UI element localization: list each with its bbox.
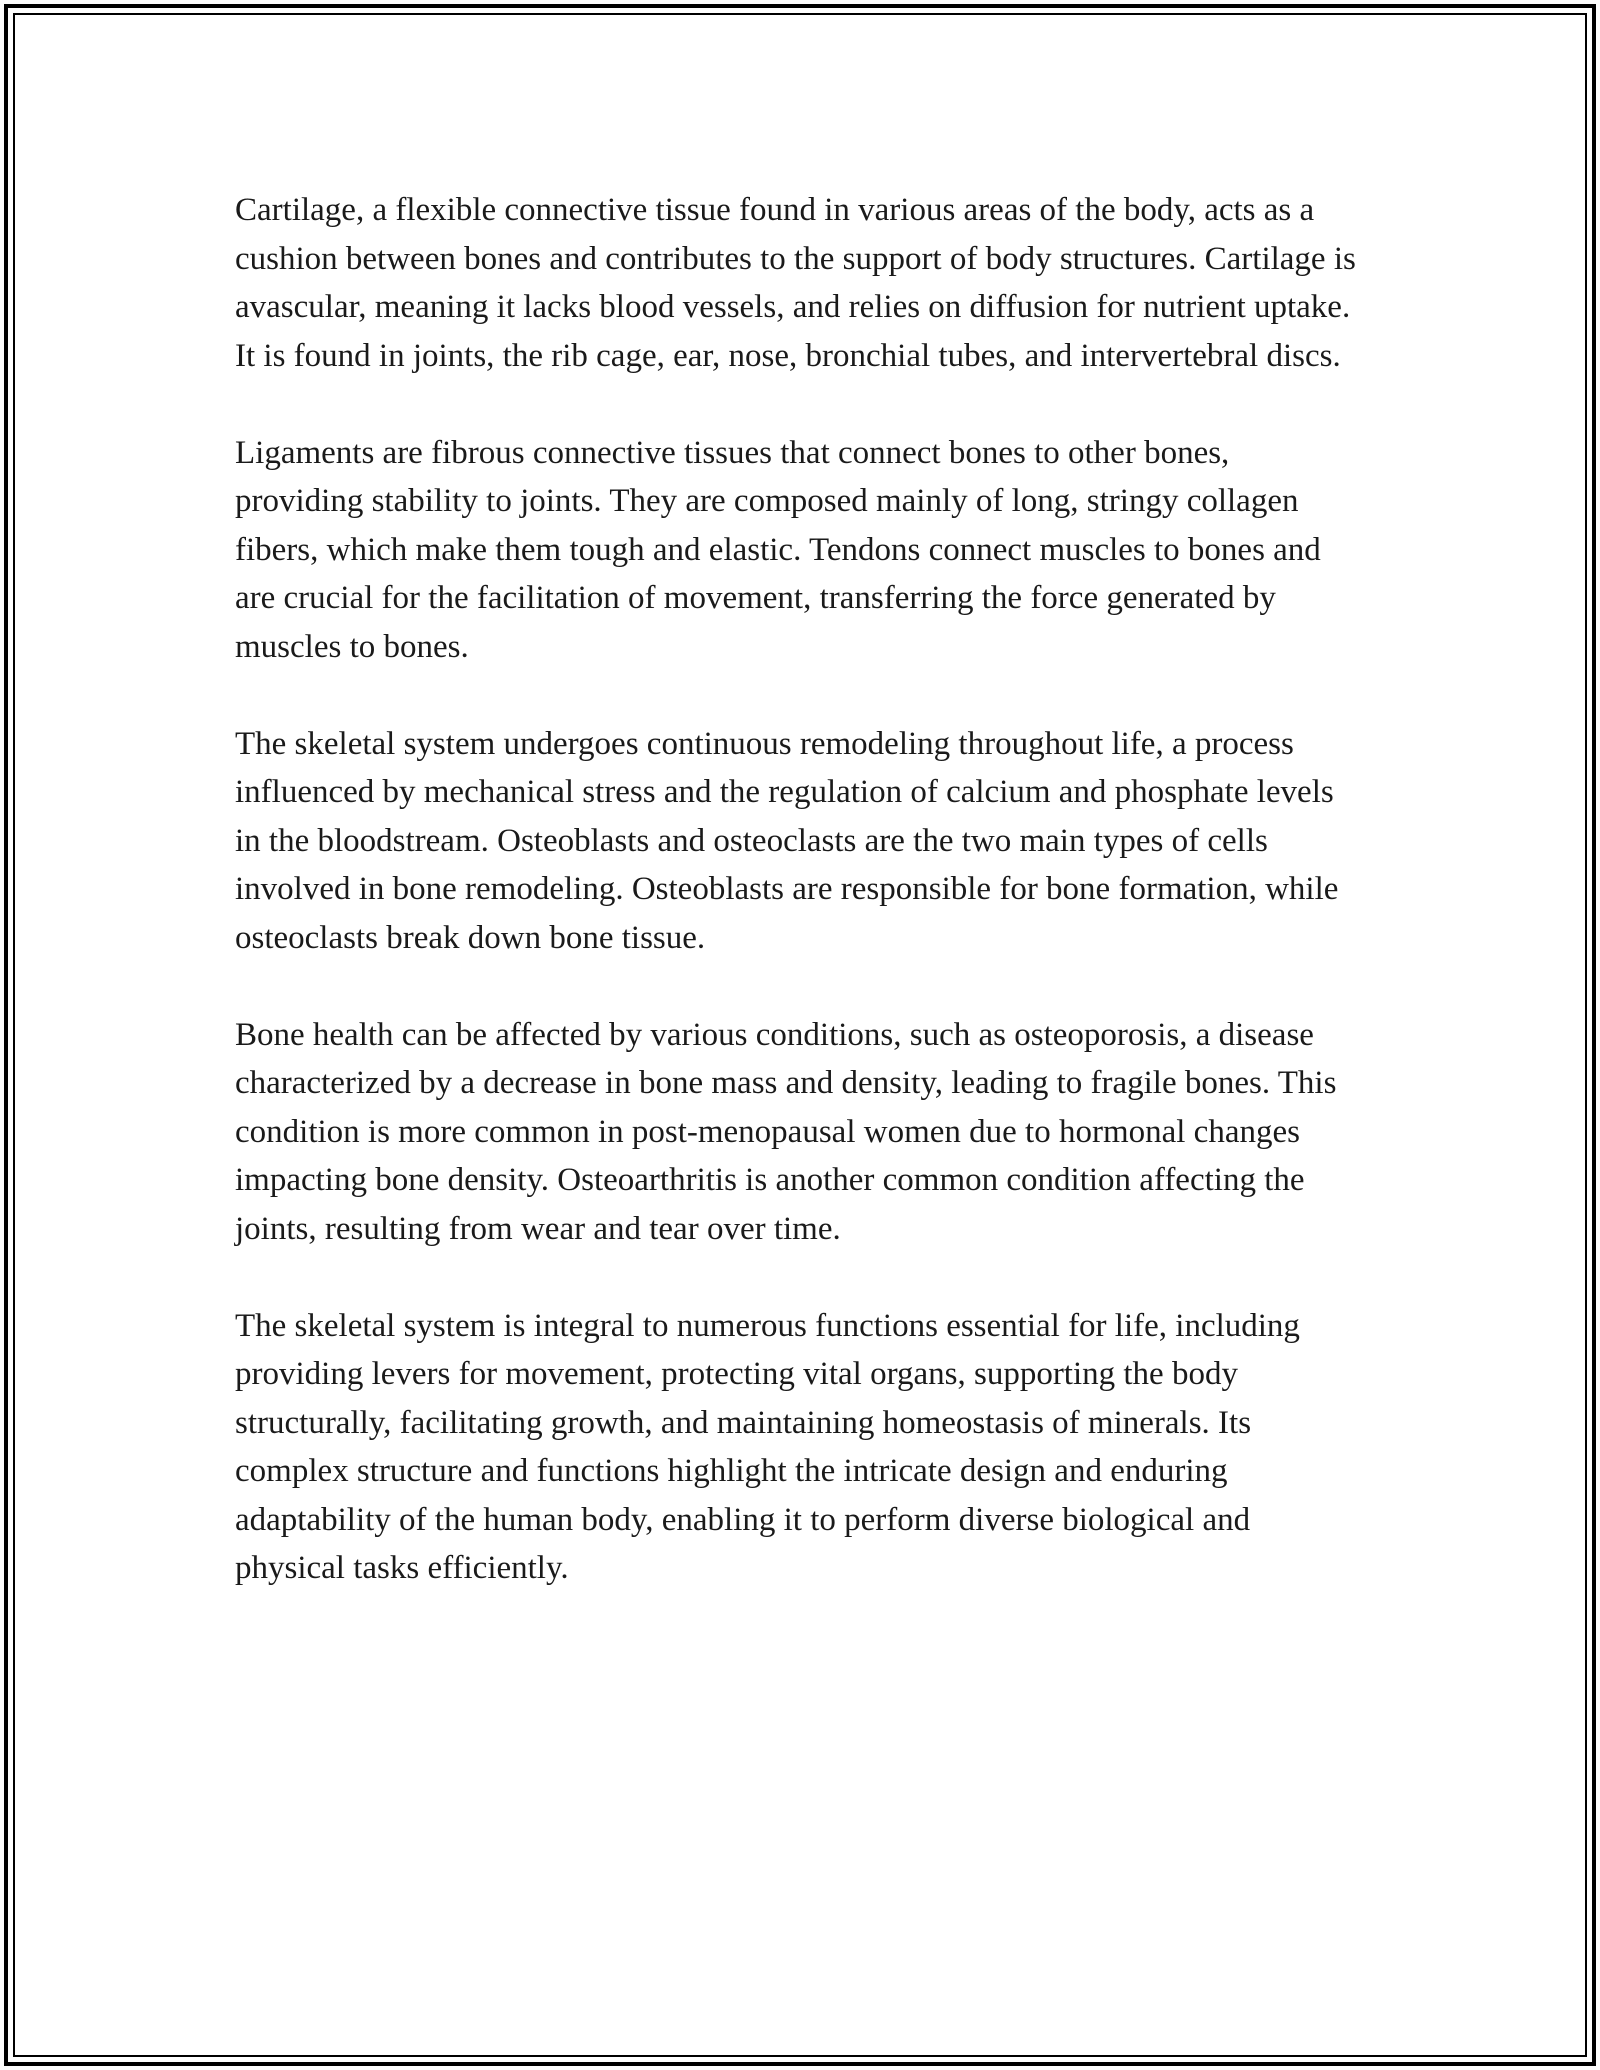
paragraph-bone-health: Bone health can be affected by various conditions, such as osteoporosis, a disease characterized by a decrease in bone mass and density, leading to fragile bones. This condition is more common in post-menopausal women due to hormonal changes impacting bone density. Osteoarthritis is another common condition affecting the joints, resulting from wear and tear over time.	[235, 1016, 1337, 1247]
paragraph-ligaments: Ligaments are fibrous connective tissues that connect bones to other bones, providing stability to joints. They are composed mainly of long, stringy collagen fibers, which make them tough and elastic. Tendons connect muscles to bones and are crucial for the facilitation of movement, transferring the force generated by muscles to bones.	[235, 434, 1321, 665]
paragraph-cartilage: Cartilage, a flexible connective tissue found in various areas of the body, acts as a cushion between bones and contributes to the support of body structures. Cartilage is avascular, meaning it lacks blood vessels, and relies on diffusion for nutrient uptake. It is found in joints, the rib cage, ear, nose, bronchial tubes, and intervertebral discs.	[235, 192, 1356, 374]
paragraph-remodeling: The skeletal system undergoes continuous remodeling throughout life, a process influenced by mechanical stress and the regulation of calcium and phosphate levels in the bloodstream. Osteoblasts and osteoclasts are the two main types of cells involved in bone remodeling. Osteoblasts are responsible for bone formation, while osteoclasts break down bone tissue.	[235, 725, 1339, 956]
document-body	[235, 186, 1365, 1593]
paragraph-functions: The skeletal system is integral to numerous functions essential for life, including providing levers for movement, protecting vital organs, supporting the body structurally, facilitating growth, and maintaining homeostasis of minerals. Its complex structure and functions highlight the intricate design and enduring adaptability of the human body, enabling it to perform diverse biological and physical tasks efficiently.	[235, 1307, 1300, 1586]
